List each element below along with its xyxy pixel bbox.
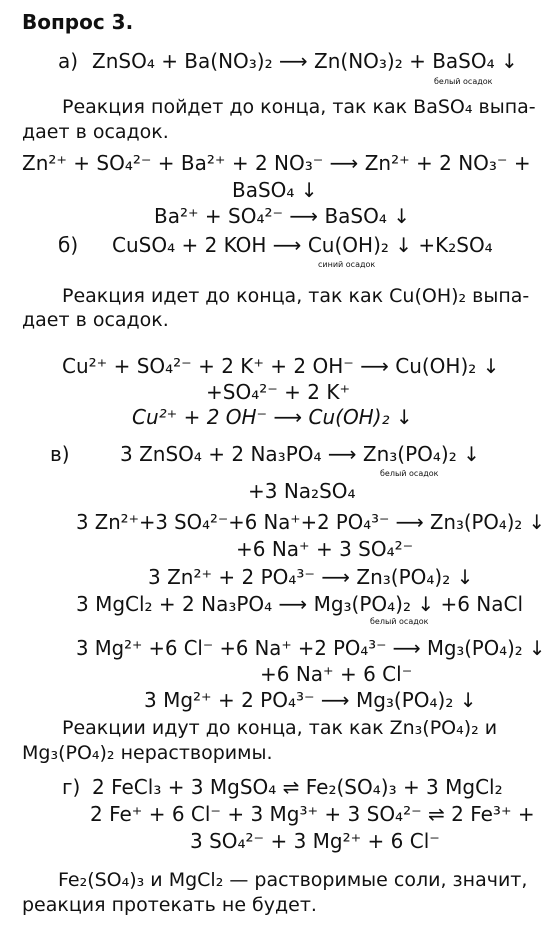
equation-g2-line2: 3 SO₄²⁻ + 3 Mg²⁺ + 6 Cl⁻ [190, 829, 440, 853]
equation-g2-line1: 2 Fe⁺ + 6 Cl⁻ + 3 Mg³⁺ + 3 SO₄²⁻ ⇌ 2 Fe³⁺ + [90, 802, 535, 826]
equation-b1: CuSO₄ + 2 KOH ⟶ Cu(OH)₂ ↓ +K₂SO₄ [112, 233, 493, 257]
equation-v6: 3 Mg²⁺ + 2 PO₄³⁻ ⟶ Mg₃(PO₄)₂ ↓ [144, 688, 477, 712]
equation-v1-line2: +3 Na₂SO₄ [248, 479, 356, 503]
equation-v3: 3 Zn²⁺ + 2 PO₄³⁻ ⟶ Zn₃(PO₄)₂ ↓ [148, 565, 474, 589]
label-a: а) [58, 49, 79, 73]
equation-v5-line1: 3 Mg²⁺ +6 Cl⁻ +6 Na⁺ +2 PO₄³⁻ ⟶ Mg₃(PO₄)₂ ↓ [76, 636, 546, 660]
paragraph-a-line2: дает в осадок. [22, 121, 169, 143]
equation-b2-line1: Cu²⁺ + SO₄²⁻ + 2 K⁺ + 2 OH⁻ ⟶ Cu(OH)₂ ↓ [62, 354, 500, 378]
equation-v2-line2: +6 Na⁺ + 3 SO₄²⁻ [236, 537, 414, 561]
equation-v4: 3 MgCl₂ + 2 Na₃PO₄ ⟶ Mg₃(PO₄)₂ ↓ +6 NaCl [76, 592, 524, 616]
equation-a1: ZnSO₄ + Ba(NO₃)₂ ⟶ Zn(NO₃)₂ + BaSO₄ ↓ [92, 49, 518, 73]
note-white-precipitate: белый осадок [434, 77, 493, 86]
equation-b3: Cu²⁺ + 2 OH⁻ ⟶ Cu(OH)₂ ↓ [132, 405, 413, 429]
label-v: в) [50, 442, 70, 466]
note-white-precipitate-v1: белый осадок [380, 469, 439, 478]
paragraph-b-line2: дает в осадок. [22, 309, 169, 331]
paragraph-b-line1: Реакция идет до конца, так как Cu(OH)₂ выпа- [62, 285, 530, 307]
equation-v2-line1: 3 Zn²⁺+3 SO₄²⁻+6 Na⁺+2 PO₄³⁻ ⟶ Zn₃(PO₄)₂ ↓ [76, 510, 545, 534]
paragraph-a-line1: Реакция пойдет до конца, так как BaSO₄ выпа- [62, 96, 536, 118]
equation-g1: 2 FeCl₃ + 3 MgSO₄ ⇌ Fe₂(SO₄)₃ + 3 MgCl₂ [92, 775, 503, 799]
paragraph-v-line1: Реакции идут до конца, так как Zn₃(PO₄)₂ и [62, 717, 498, 739]
equation-v1-line1: 3 ZnSO₄ + 2 Na₃PO₄ ⟶ Zn₃(PO₄)₂ ↓ [120, 442, 480, 466]
page-title: Вопрос 3. [22, 10, 134, 34]
paragraph-v-line2: Mg₃(PO₄)₂ нерастворимы. [22, 742, 273, 764]
equation-b2-line2: +SO₄²⁻ + 2 K⁺ [206, 380, 351, 404]
note-blue-precipitate: синий осадок [318, 260, 376, 269]
equation-a3: Ba²⁺ + SO₄²⁻ ⟶ BaSO₄ ↓ [154, 204, 410, 228]
note-white-precipitate-v4: белый осадок [370, 617, 429, 626]
paragraph-g-line2: реакция протекать не будет. [22, 894, 317, 916]
paragraph-g-line1: Fe₂(SO₄)₃ и MgCl₂ — растворимые соли, значит, [58, 869, 528, 891]
equation-a2-line1: Zn²⁺ + SO₄²⁻ + Ba²⁺ + 2 NO₃⁻ ⟶ Zn²⁺ + 2 NO₃⁻ + [22, 151, 531, 175]
equation-v5-line2: +6 Na⁺ + 6 Cl⁻ [260, 662, 413, 686]
label-b: б) [58, 233, 79, 257]
label-g: г) [62, 775, 81, 799]
equation-a2-line2: BaSO₄ ↓ [232, 178, 318, 202]
